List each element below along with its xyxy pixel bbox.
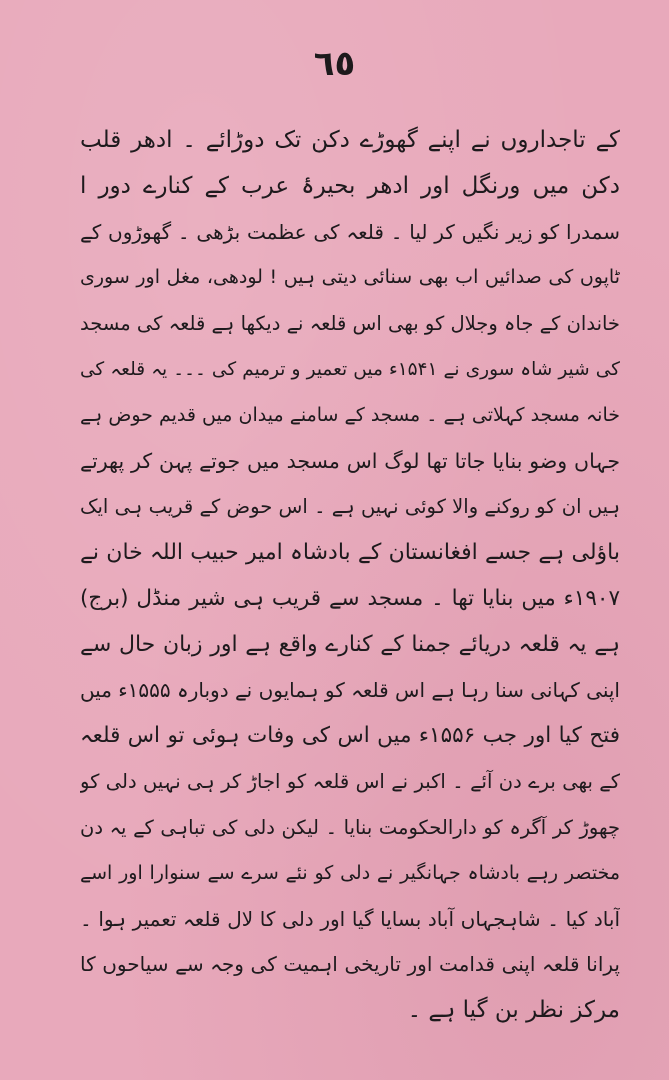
text-line-13: اپنی کہانی سنا رہا ہے اس قلعہ کو ہمایوں نے دوبارہ ۱۵۵۵ء میں	[80, 677, 620, 702]
text-line-3: سمدرا کو زیر نگیں کر لیا ۔ قلعہ کی عظمت بڑھی ۔ گھوڑوں کے	[80, 219, 620, 244]
text-line-12: ہے یہ قلعہ دریائے جمنا کے کنارے واقع ہے اور زبان حال سے	[80, 631, 620, 657]
text-line-6: کی شیر شاہ سوری نے ۱۵۴۱ء میں تعمیر و ترمیم کی ۔۔۔ یہ قلعہ کی	[80, 358, 620, 380]
text-line-19: پرانا قلعہ اپنی قدامت اور تاریخی اہمیت کی وجہ سے سیاحوں کا	[80, 952, 620, 977]
text-line-1: کے تاجداروں نے اپنے گھوڑے دکن تک دوڑائے ۔ ادھر قلب	[80, 127, 620, 153]
text-line-15: کے بھی برے دن آئے ۔ اکبر نے اس قلعہ کو اجاڑ کر ہی نہیں دلی کو	[80, 770, 620, 794]
text-line-10: باؤلی ہے جسے افغانستان کے بادشاہ امیر حبیب اللہ خان نے	[80, 540, 620, 566]
text-line-7: خانہ مسجد کہلاتی ہے ۔ مسجد کے سامنے میدان میں قدیم حوض ہے	[80, 403, 620, 426]
text-line-5: خاندان کے جاہ وجلال کو بھی اس قلعہ نے دیکھا ہے قلعہ کی مسجد	[80, 312, 620, 336]
text-line-8: جہاں وضو بنایا جاتا تھا لوگ اس مسجد میں جوتے پہن کر پھرتے	[80, 448, 620, 473]
page-number: ٦٥	[313, 44, 356, 84]
text-line-2: دکن میں ورنگل اور ادھر بحیرۂ عرب کے کنارے دور ا	[80, 172, 620, 199]
text-line-18: آباد کیا ۔ شاہجہاں آباد بسایا گیا اور دلی کا لال قلعہ تعمیر ہوا ۔	[80, 906, 620, 931]
text-line-20: مرکز نظر بن گیا ہے ۔	[407, 997, 620, 1024]
text-line-16: چھوڑ کر آگرہ کو دارالحکومت بنایا ۔ لیکن دلی کی تباہی کے یہ دن	[80, 815, 620, 839]
body-text	[80, 118, 620, 1034]
text-line-17: مختصر رہے بادشاہ جہانگیر نے دلی کو نئے سرے سے سنوارا اور اسے	[80, 861, 620, 884]
text-line-11: ۱۹۰۷ء میں بنایا تھا ۔ مسجد سے قریب ہی شیر منڈل (برج)	[80, 585, 620, 611]
text-line-4: ٹاپوں کی صدائیں اب بھی سنائی دیتی ہیں ! لودھی، مغل اور سوری	[80, 266, 620, 289]
text-line-14: فتح کیا اور جب ۱۵۵۶ء میں اس کی وفات ہوئی تو اس قلعہ	[80, 723, 620, 749]
text-line-9: ہیں ان کو روکنے والا کوئی نہیں ہے ۔ اس حوض کے قریب ہی ایک	[80, 495, 620, 519]
